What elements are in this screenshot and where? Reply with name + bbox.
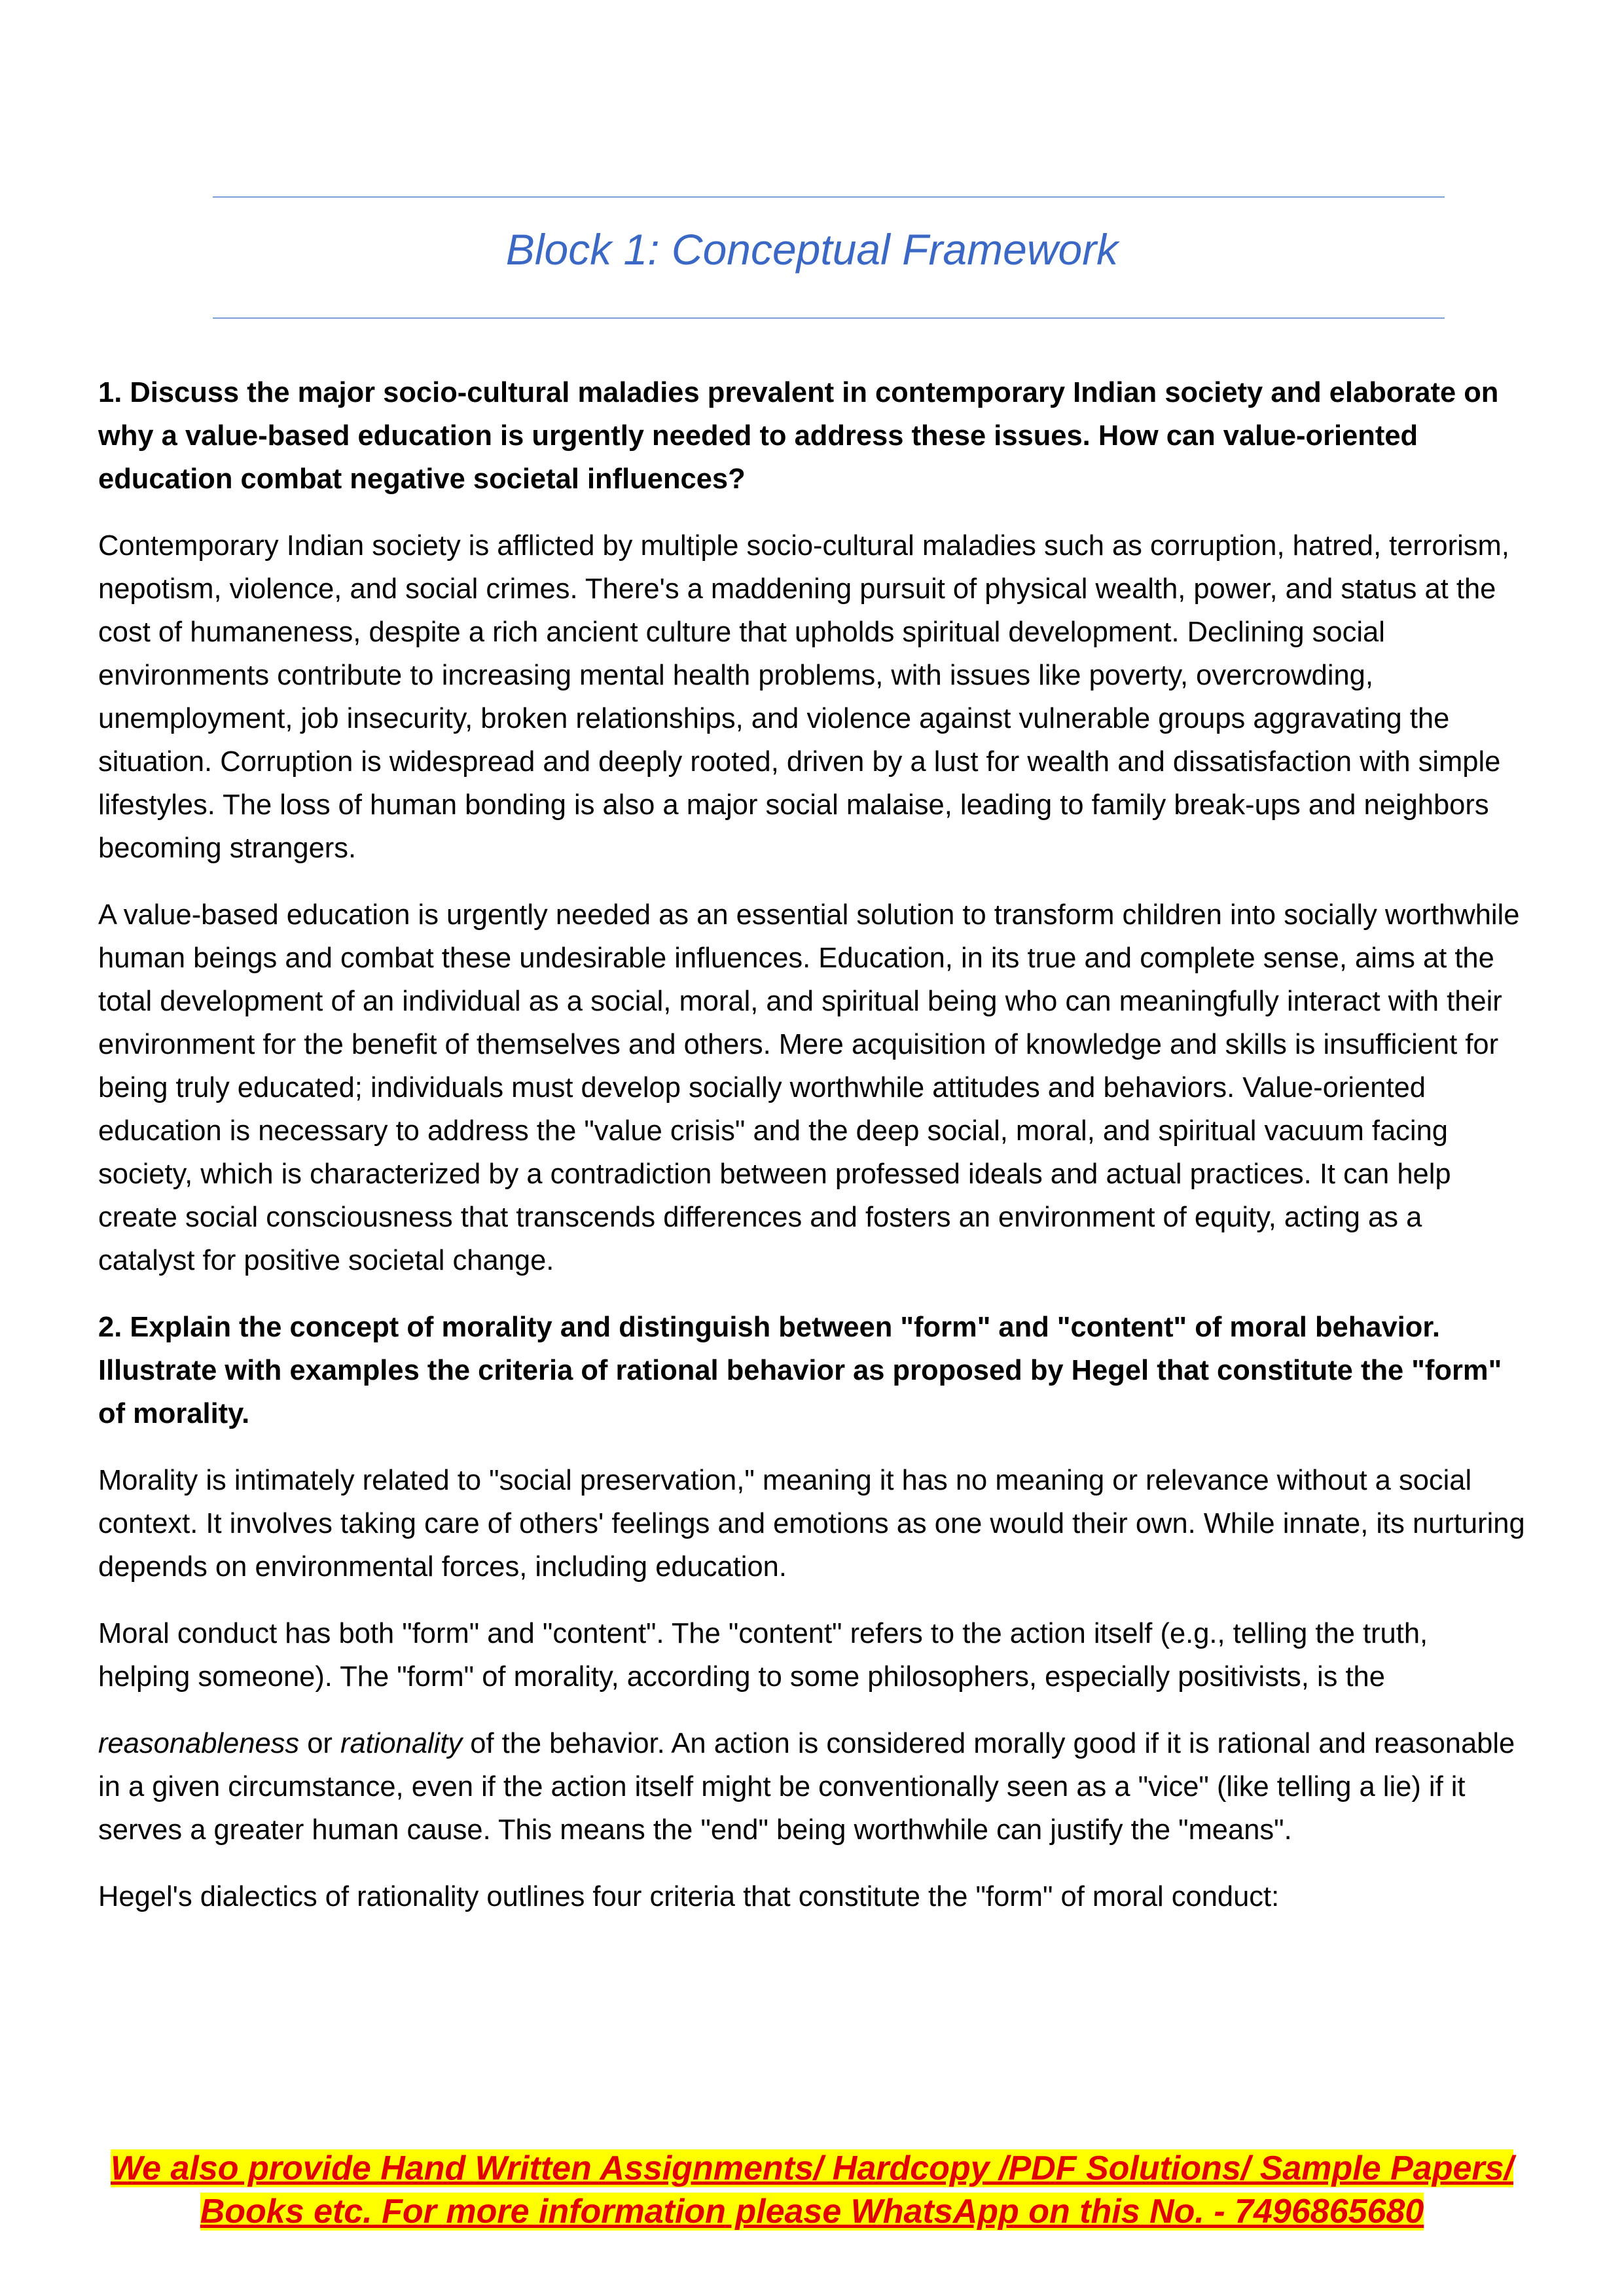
answer-1-paragraph-2: A value-based education is urgently needed as an essential solution to transform children into socially worthwhile human beings and combat these undesirable influences. Education, in its true and complete sense, aims at the total development of an individual as a social, moral, and spiritual being who can meaningfully interact with their environment for the benefit of themselves and others. Mere acquisition of knowledge and skills is insufficient for being truly educated; individuals must develop socially worthwhile attitudes and behaviors. Value-oriented education is necessary to address the "value crisis" and the deep social, moral, and spiritual vacuum facing society, which is characterized by a contradiction between professed ideals and actual practices. It can help create social consciousness that transcends differences and fosters an environment of equity, acting as a catalyst for positive societal change. [98,899,1520,1276]
title-top-rule [213,196,1445,198]
answer-2-paragraph-3-text: of the behavior. An action is considered morally good if it is rational and reasonable in a given circumstance, even if the action itself might be conventionally seen as a "vice" (like telling a lie) if it serves a greater human cause. This means the "end" being worthwhile can justify the "means". [98,1728,1515,1846]
document-body [98,371,1525,1942]
conjunction-or: or [299,1728,340,1759]
answer-2-paragraph-2: Moral conduct has both "form" and "content". The "content" refers to the action itself (e.g., telling the truth, helping someone). The "form" of morality, according to some philosophers, especially positivists, is the [98,1618,1428,1693]
answer-2-paragraph-4: Hegel's dialectics of rationality outlines four criteria that constitute the "form" of moral conduct: [98,1881,1280,1912]
term-reasonableness: reasonableness [98,1728,300,1759]
document-page [98,0,1526,2296]
answer-1-paragraph-1: Contemporary Indian society is afflicted by multiple socio-cultural maladies such as corruption, hatred, terrorism, nepotism, violence, and social crimes. There's a maddening pursuit of physical wealth, power, and status at the cost of humaneness, despite a rich ancient culture that upholds spiritual development. Declining social environments contribute to increasing mental health problems, with issues like poverty, overcrowding, unemployment, job insecurity, broken relationships, and violence against vulnerable groups aggravating the situation. Corruption is widespread and deeply rooted, driven by a lust for wealth and dissatisfaction with simple lifestyles. The loss of human bonding is also a major social malaise, leading to family break-ups and neighbors becoming strangers. [98,530,1509,864]
question-1: 1. Discuss the major socio-cultural maladies prevalent in contemporary Indian society and elaborate on why a value-based education is urgently needed to address these issues. How can value-oriented education combat negative societal influences? [98,377,1499,495]
question-2: 2. Explain the concept of morality and distinguish between "form" and "content" of moral behavior. Illustrate with examples the criteria of rational behavior as proposed by Hegel that constitute the "form" of morality. [98,1312,1502,1429]
answer-2-paragraph-1: Morality is intimately related to "social preservation," meaning it has no meaning or relevance without a social context. It involves taking care of others' feelings and emotions as one would their own. While innate, its nurturing depends on environmental forces, including education. [98,1465,1525,1583]
promo-footer-line-2: Books etc. For more information please WhatsApp on this No. - 7496865680 [200,2193,1424,2231]
block-title: Block 1: Conceptual Framework [505,225,1119,274]
term-rationality: rationality [340,1728,463,1759]
promo-footer-line-1: We also provide Hand Written Assignments/ Hardcopy /PDF Solutions/ Sample Papers/ [110,2149,1514,2187]
answer-2-paragraph-3 [98,1722,1525,1852]
promo-footer [98,2147,1526,2233]
title-bottom-rule [213,317,1445,319]
